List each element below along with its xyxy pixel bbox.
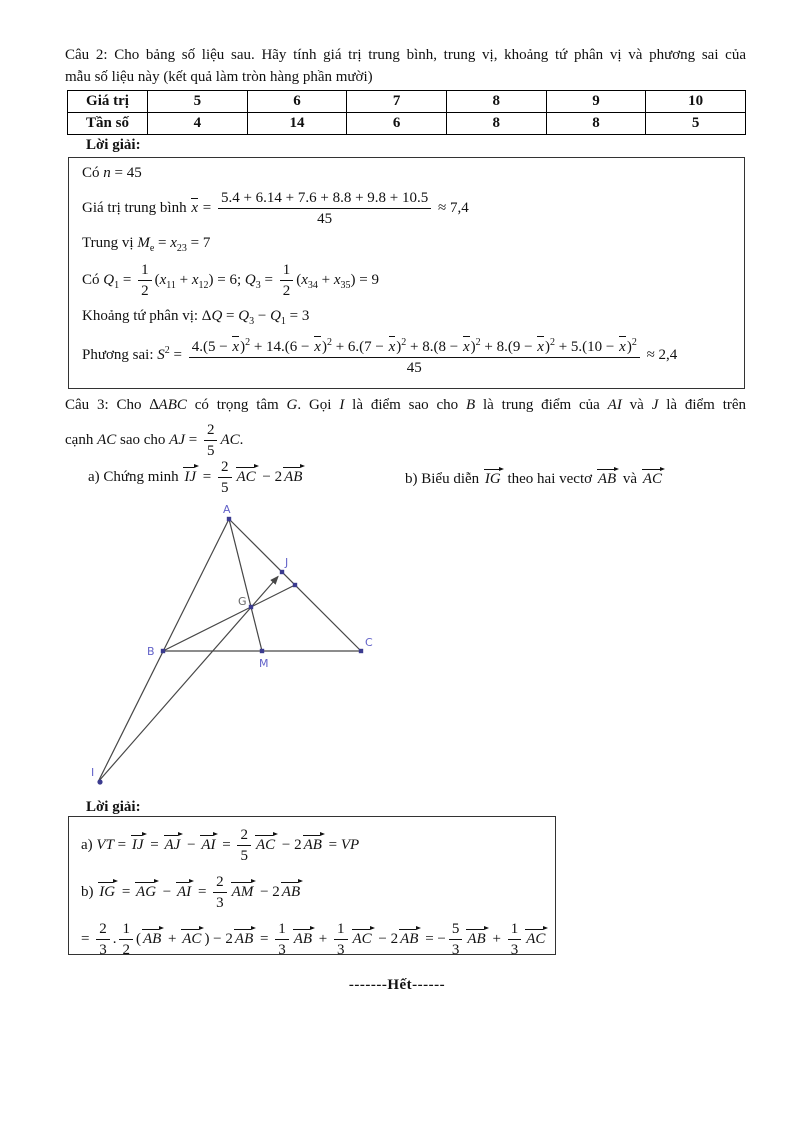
point-C [359, 649, 363, 653]
math-token: 45 [406, 360, 422, 376]
math-token: AB [280, 879, 303, 901]
math-token: + [164, 930, 181, 947]
table-cell: 10 [646, 91, 746, 113]
math-token: 2 [245, 337, 251, 348]
question-3-line-1 [65, 395, 746, 415]
math-token: Câu 3: Cho ∆ [65, 397, 159, 413]
math-token: = [119, 271, 136, 288]
table-cell: 5 [148, 91, 248, 113]
math-token: 1 [510, 921, 519, 937]
math-token: 1 [278, 921, 286, 937]
math-token: 5 [206, 443, 215, 459]
math-token: − 2 [258, 468, 283, 485]
math-token: AB [596, 466, 619, 488]
math-token: = − [421, 930, 446, 947]
math-token: 2 [549, 337, 555, 348]
math-token: Q [270, 308, 281, 324]
table-header-cell: Tần số [68, 113, 148, 135]
math-token [449, 920, 463, 959]
math-token: = 7 [186, 235, 211, 251]
math-token: + [488, 930, 505, 947]
math-token: G [286, 397, 298, 413]
math-token: 2 [401, 337, 407, 348]
math-token: AB [233, 926, 256, 948]
point-label-I: I [91, 766, 95, 779]
point-J [280, 570, 284, 574]
math-token: x [333, 271, 341, 288]
math-token: Trung vị [82, 235, 138, 251]
math-token: AC [254, 832, 278, 854]
math-token: Q [211, 308, 223, 324]
math-token [218, 458, 232, 497]
math-token: ≈ 7,4 [434, 199, 469, 216]
diagram-labels [91, 503, 373, 779]
math-token: ( [135, 930, 141, 947]
math-token: + [175, 271, 192, 288]
math-token: Có [82, 271, 104, 288]
math-token: 3 [216, 895, 224, 911]
math-token: I [339, 397, 345, 413]
math-token: = [199, 468, 215, 485]
point-label-J: J [285, 556, 289, 569]
formula-mean [82, 189, 744, 228]
math-token: VT [96, 836, 114, 853]
question-3-line-2 [65, 421, 746, 460]
math-token: x [536, 334, 545, 356]
table-cell: 14 [247, 113, 347, 135]
table-cell: 8 [546, 113, 646, 135]
geometry-diagram [85, 500, 385, 790]
math-token: = [184, 431, 201, 448]
math-token: − [183, 836, 200, 853]
math-token: ( [154, 271, 160, 288]
math-token: 11 [166, 279, 176, 291]
math-token: AB [282, 464, 305, 486]
formula-iqr [82, 308, 744, 325]
math-token: = [194, 883, 211, 900]
solution-1-box [68, 157, 745, 389]
math-token: 2 [631, 337, 637, 348]
math-token: ) = 6; [208, 271, 245, 288]
point-label-G: G [238, 595, 247, 608]
math-token: x [159, 271, 167, 288]
math-token: = [199, 199, 215, 216]
math-token: AC [97, 431, 117, 448]
math-token: AG [134, 879, 159, 901]
math-token: AC [235, 464, 259, 486]
math-token: + 8.(8 − [406, 339, 462, 355]
math-token: 3 [255, 279, 261, 291]
point-midpoint-ac [293, 583, 297, 587]
point-A [227, 517, 231, 521]
math-token: . Gọi [297, 397, 340, 413]
math-token: ) [240, 339, 246, 355]
point-label-M: M [259, 657, 269, 670]
math-token: = [169, 346, 186, 363]
math-token: 2 [141, 283, 149, 299]
math-token: x [191, 271, 199, 288]
math-token [96, 920, 110, 959]
math-token: AB [465, 926, 488, 948]
question-2-text [65, 44, 746, 88]
formula-median [82, 235, 744, 252]
math-token: sao cho [116, 431, 170, 448]
math-token [189, 334, 640, 377]
median-AM [229, 519, 262, 651]
math-token: x [313, 334, 322, 356]
math-token: x [190, 196, 199, 217]
math-token: x [170, 235, 177, 251]
math-token: = 3 [285, 308, 310, 324]
math-token: − 2 [278, 836, 302, 853]
math-token: ABC [158, 397, 187, 413]
math-token: e [149, 243, 155, 254]
math-token: + 5.(10 − [554, 339, 619, 355]
math-token: AI [607, 397, 622, 413]
math-token: có trọng tâm [186, 397, 287, 413]
math-token: 1 [282, 262, 291, 278]
table-header-cell: Giá trị [68, 91, 148, 113]
math-token: 23 [176, 243, 187, 254]
table-row [68, 91, 746, 113]
math-token: 2 [240, 827, 248, 843]
math-token: AC [351, 926, 375, 948]
math-token: 1 [280, 316, 286, 327]
question-3-part-b [405, 466, 665, 488]
math-token: và [621, 397, 652, 413]
math-token: ) = 9 [350, 271, 379, 288]
math-token: 35 [340, 279, 351, 291]
math-token [119, 920, 133, 959]
math-token [280, 261, 294, 300]
math-token: là điểm trên [658, 397, 747, 413]
math-token: x [618, 334, 627, 356]
math-token: S [157, 346, 165, 363]
question-2-line-2: mẫu số liệu này (kết quả làm tròn hàng phần mười) [65, 69, 373, 85]
math-token: + 14.(6 − [250, 339, 314, 355]
math-token: AB [302, 832, 325, 854]
table-cell: 9 [546, 91, 646, 113]
math-token: x [462, 334, 471, 356]
math-token [508, 920, 522, 959]
math-token: AB [141, 926, 164, 948]
table-cell: 8 [446, 91, 546, 113]
diagram-lines [98, 519, 361, 782]
math-token [204, 421, 218, 460]
math-token: − [159, 883, 176, 900]
math-token: 3 [510, 942, 519, 958]
math-token: AC [524, 926, 548, 948]
math-token: 2 [164, 344, 170, 356]
math-token: − 2 [374, 930, 399, 947]
table-cell: 5 [646, 113, 746, 135]
math-token: là trung điểm của [475, 397, 608, 413]
math-token: 3 [451, 942, 460, 958]
math-token: ) [626, 339, 632, 355]
frequency-table [67, 90, 746, 135]
math-token: 2 [122, 942, 130, 958]
math-token: x [231, 334, 240, 356]
math-token: Có [82, 165, 104, 181]
math-token [275, 920, 289, 959]
math-token: AJ [163, 832, 184, 854]
math-token [218, 189, 431, 228]
table-cell: 6 [347, 113, 447, 135]
math-token: cạnh [65, 431, 98, 448]
math-token [138, 261, 152, 300]
math-token: 3 [99, 942, 107, 958]
math-token: 2 [206, 422, 215, 438]
math-token: 1 [114, 279, 120, 291]
math-token: b) [81, 883, 98, 900]
math-token: Phương sai: [82, 346, 158, 363]
math-token: 2 [221, 459, 229, 475]
math-token: a) Chứng minh [88, 468, 183, 485]
math-token: 5 [451, 921, 460, 937]
question-3-parts [88, 458, 746, 500]
math-token: IJ [182, 464, 199, 486]
question-3-part-a [88, 458, 305, 497]
point-G [249, 605, 253, 609]
math-token: − 2 [256, 883, 280, 900]
math-token: = [222, 308, 239, 324]
math-token: b) Biểu diễn [405, 471, 483, 487]
math-token: + 8.(9 − [480, 339, 537, 355]
formula-part-b-cont [81, 920, 555, 959]
table-cell: 7 [347, 91, 447, 113]
table-cell: 4 [148, 113, 248, 135]
math-token: AC [641, 466, 665, 488]
solution-2-label: Lời giải: [86, 799, 141, 815]
question-3-text [65, 395, 746, 460]
math-token: = [118, 883, 135, 900]
end-marker: -------Hết------ [348, 977, 446, 993]
question-2-line-1: Câu 2: Cho bảng số liệu sau. Hãy tính giá trị trung bình, trung vị, khoảng tứ phân vị và phương sai của [65, 47, 746, 63]
math-token: = 45 [110, 165, 142, 181]
math-token: 2 [216, 874, 224, 890]
math-token: Q [238, 308, 250, 324]
math-token: 1 [122, 921, 130, 937]
math-token: = [218, 836, 235, 853]
math-token: = [81, 930, 94, 947]
math-token: . [112, 930, 117, 947]
point-label-C: C [365, 636, 373, 649]
formula-n [82, 165, 744, 182]
math-token: x [301, 271, 308, 288]
math-token: 1 [337, 921, 345, 937]
math-token: ) [321, 339, 327, 355]
math-token: IG [483, 466, 504, 488]
math-token: AB [292, 926, 315, 948]
median-BN [163, 585, 295, 651]
math-token: Q [103, 271, 115, 288]
math-token: − [254, 308, 271, 324]
math-token: 2 [475, 337, 481, 348]
math-token: + 6.(7 − [331, 339, 388, 355]
math-token: 5.4 + 6.14 + 7.6 + 8.8 + 9.8 + 10.5 [220, 190, 429, 206]
math-token: VP [340, 836, 360, 853]
math-token: . [239, 431, 244, 448]
point-M [260, 649, 264, 653]
math-token: IG [97, 879, 118, 901]
math-token: AB [398, 926, 421, 948]
point-B [161, 649, 165, 653]
math-token: theo hai vectơ [503, 471, 596, 487]
math-token: = [154, 235, 171, 251]
math-token: ) [470, 339, 476, 355]
math-token: + [315, 930, 331, 947]
point-I [97, 779, 102, 784]
math-token: a) [81, 836, 97, 853]
math-token: ) [396, 339, 402, 355]
math-token: IJ [130, 832, 147, 854]
math-token: 3 [278, 942, 286, 958]
math-token: n [103, 165, 111, 181]
formula-quartiles [82, 261, 744, 300]
math-token: 5 [240, 848, 248, 864]
math-token: 3 [249, 316, 255, 327]
math-token: J [651, 397, 659, 413]
math-token: Q [244, 271, 256, 288]
math-token: 34 [307, 279, 318, 291]
math-token: = [324, 836, 341, 853]
math-token: 3 [337, 942, 345, 958]
math-token: 2 [282, 283, 291, 299]
math-token: AC [180, 926, 204, 948]
math-token [237, 826, 251, 865]
math-token: + [317, 271, 334, 288]
math-token: Khoảng tứ phân vị: Δ [82, 308, 212, 324]
math-token: x [388, 334, 397, 356]
math-token: AC [220, 431, 240, 448]
math-token: Giá trị trung bình [82, 199, 191, 216]
formula-variance [82, 334, 744, 377]
formula-part-b [81, 873, 555, 912]
math-token: = [113, 836, 130, 853]
math-token: ≈ 2,4 [642, 346, 678, 363]
table-cell: 6 [247, 91, 347, 113]
math-token: ( [296, 271, 302, 288]
math-token: B [466, 397, 476, 413]
math-token: 45 [317, 211, 333, 227]
math-token: AJ [169, 431, 185, 448]
math-token: và [619, 471, 641, 487]
math-token: = [260, 271, 277, 288]
math-token [213, 873, 227, 912]
solution-2-box [68, 816, 556, 958]
solution-1-label: Lời giải: [86, 137, 141, 153]
formula-part-a [81, 826, 555, 865]
math-token: 2 [326, 337, 332, 348]
math-token: = [256, 930, 273, 947]
math-token: 12 [198, 279, 209, 291]
table-cell: 8 [446, 113, 546, 135]
point-label-A: A [223, 503, 231, 516]
math-token: ) [544, 339, 550, 355]
table-row [68, 113, 746, 135]
math-token: = [146, 836, 163, 853]
math-token: M [137, 235, 150, 251]
math-token: 5 [221, 480, 229, 496]
math-token: AI [199, 832, 218, 854]
math-token: là điểm sao cho [344, 397, 466, 413]
math-token [334, 920, 348, 959]
point-label-B: B [147, 645, 155, 658]
math-token: AI [175, 879, 194, 901]
math-token: 4.(5 − [191, 339, 232, 355]
math-token: 2 [99, 921, 107, 937]
math-token: 1 [141, 262, 149, 278]
math-token: AM [230, 879, 257, 901]
math-token: ) − 2 [204, 930, 233, 947]
